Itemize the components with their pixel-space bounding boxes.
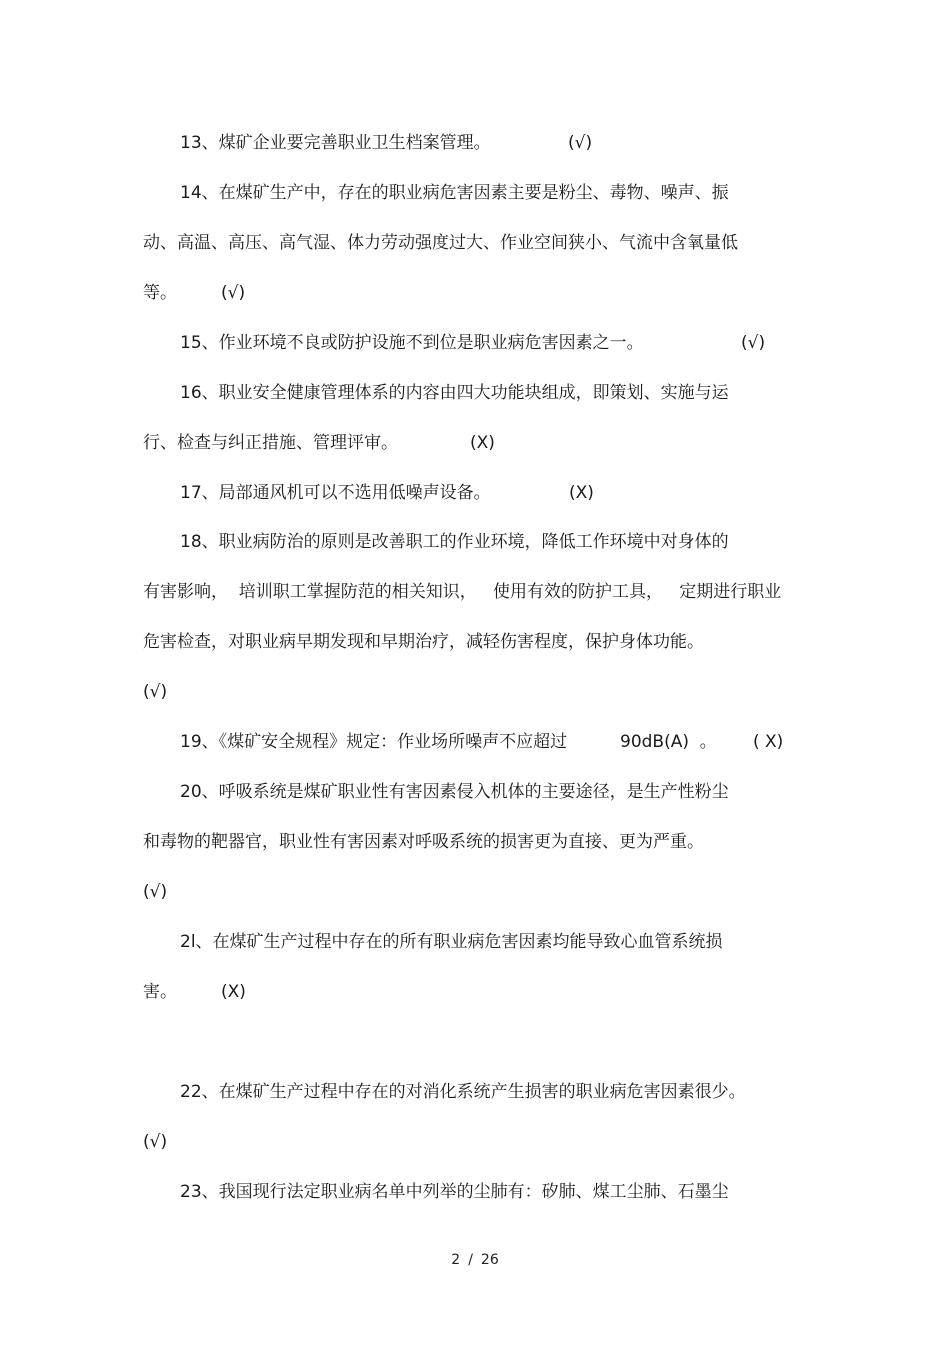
item-22-answer: (√) <box>143 1132 168 1152</box>
item-18-answer: (√) <box>143 682 168 702</box>
current-page: 2 <box>451 1252 461 1268</box>
item-14-text-end: 等。 <box>143 283 177 303</box>
item-19-text: 19、《煤矿安全规程》规定：作业场所噪声不应超过 <box>180 732 568 752</box>
item-23-text: 23、我国现行法定职业病名单中列举的尘肺有：矽肺、煤工尘肺、石墨尘 <box>180 1182 729 1202</box>
item-14-answer: (√) <box>221 283 246 303</box>
page-number <box>0 1250 950 1270</box>
item-21-text-end: 害。 <box>143 982 177 1002</box>
item-14-text: 14、在煤矿生产中，存在的职业病危害因素主要是粉尘、毒物、噪声、振 <box>180 183 729 203</box>
item-16-text: 16、职业安全健康管理体系的内容由四大功能块组成，即策划、实施与运 <box>180 383 729 403</box>
item-17-text: 17、局部通风机可以不选用低噪声设备。 <box>180 483 491 503</box>
item-15-text: 15、作业环境不良或防护设施不到位是职业病危害因素之一。 <box>180 333 644 353</box>
item-20-text-cont: 和毒物的靶器官，职业性有害因素对呼吸系统的损害更为直接、更为严重。 <box>143 832 704 852</box>
item-18-text-cont-2: 危害检查，对职业病早期发现和早期治疗，减轻伤害程度，保护身体功能。 <box>143 632 704 652</box>
item-22-text: 22、在煤矿生产过程中存在的对消化系统产生损害的职业病危害因素很少。 <box>180 1082 746 1102</box>
item-21-answer: (X) <box>221 982 246 1002</box>
page-separator: / <box>468 1252 473 1268</box>
item-15-answer: (√) <box>741 333 766 353</box>
item-14-text-cont: 动、高温、高压、高气湿、体力劳动强度过大、作业空间狭小、气流中含氧量低 <box>143 233 738 253</box>
item-20-text: 20、呼吸系统是煤矿职业性有害因素侵入机体的主要途径，是生产性粉尘 <box>180 782 729 802</box>
item-20-answer: (√) <box>143 882 168 902</box>
item-17-answer: (X) <box>569 483 594 503</box>
item-19-answer: ( X) <box>753 732 784 752</box>
item-13-answer: (√) <box>568 133 593 153</box>
item-19-value: 90dB(A) 。 <box>620 732 717 752</box>
item-16-text-cont: 行、检查与纠正措施、管理评审。 <box>143 433 398 453</box>
total-pages: 26 <box>480 1252 499 1268</box>
item-16-answer: (X) <box>470 433 495 453</box>
item-21-text: 2l、在煤矿生产过程中存在的所有职业病危害因素均能导致心血管系统损 <box>180 932 723 952</box>
item-18-text: 18、职业病防治的原则是改善职工的作业环境，降低工作环境中对身体的 <box>180 532 729 552</box>
item-18-text-cont: 有害影响， 培训职工掌握防范的相关知识， 使用有效的防护工具， 定期进行职业 <box>143 582 782 602</box>
item-13-text: 13、煤矿企业要完善职业卫生档案管理。 <box>180 133 491 153</box>
